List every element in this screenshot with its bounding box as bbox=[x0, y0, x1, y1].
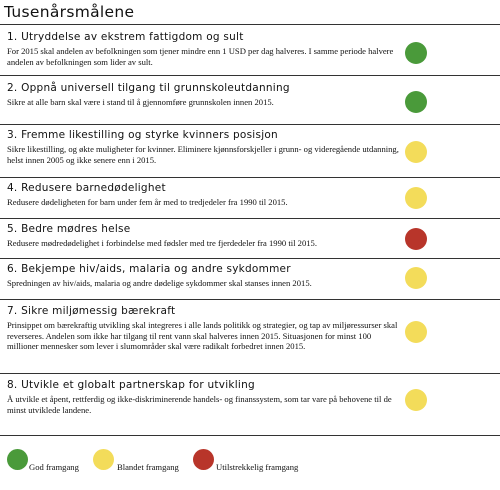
goal-title: 6. Bekjempe hiv/aids, malaria og andre sykdommer bbox=[7, 263, 291, 275]
goal-title: 2. Oppnå universell tilgang til grunnskoleutdanning bbox=[7, 82, 290, 94]
goal-description: Å utvikle et åpent, rettferdig og ikke-diskriminerende handels- og finanssystem, som tar vare på behovene til de minst utviklede landene. bbox=[7, 394, 392, 415]
insufficient-progress-icon bbox=[193, 449, 214, 470]
goal-description: Spredningen av hiv/aids, malaria og andre dødelige sykdommer skal stanses innen 2015. bbox=[7, 278, 312, 288]
status-indicator-icon bbox=[405, 228, 427, 250]
page-title: Tusenårsmålene bbox=[4, 3, 135, 21]
goal-description: Redusere mødredødelighet i forbindelse med fødsler med tre fjerdedeler fra 1990 til 2015. bbox=[7, 238, 317, 248]
goal-item bbox=[7, 379, 399, 415]
divider bbox=[0, 435, 500, 436]
goal-item bbox=[7, 182, 399, 208]
status-indicator-icon bbox=[405, 321, 427, 343]
goal-item bbox=[7, 31, 399, 67]
goal-item bbox=[7, 82, 399, 108]
status-indicator-icon bbox=[405, 187, 427, 209]
divider bbox=[0, 373, 500, 374]
goal-description: Prinsippet om bærekraftig utvikling skal integreres i alle lands politikk og strategier, og tap av miljøressurser skal reverseres. Andelen som ikke har tilgang til rent vann skal halveres innen 2015. Situasjonen for minst 100 millioner mennesker som lever i slumområder skal være radikalt forbedret innen 2015. bbox=[7, 320, 398, 352]
good-progress-icon bbox=[7, 449, 28, 470]
goal-title: 3. Fremme likestilling og styrke kvinners posisjon bbox=[7, 129, 278, 141]
goal-title: 8. Utvikle et globalt partnerskap for utvikling bbox=[7, 379, 255, 391]
goal-title: 7. Sikre miljømessig bærekraft bbox=[7, 305, 176, 317]
goal-description: For 2015 skal andelen av befolkningen som tjener mindre enn 1 USD per dag halveres. I samme periode halvere andelen av befolkningen som lider av sult. bbox=[7, 46, 394, 67]
divider bbox=[0, 124, 500, 125]
divider bbox=[0, 258, 500, 259]
status-indicator-icon bbox=[405, 141, 427, 163]
goal-description: Redusere dødeligheten for barn under fem år med to tredjedeler fra 1990 til 2015. bbox=[7, 197, 288, 207]
legend-label: Utilstrekkelig framgang bbox=[216, 462, 299, 472]
divider bbox=[0, 299, 500, 300]
goal-description: Sikre likestilling, og økte muligheter for kvinner. Eliminere kjønnsforskjeller i grunn- og videregående utdanning, helst innen 2005 og ikke senere enn i 2015. bbox=[7, 144, 399, 165]
goal-title: 5. Bedre mødres helse bbox=[7, 223, 131, 235]
goal-title: 1. Utryddelse av ekstrem fattigdom og sult bbox=[7, 31, 244, 43]
legend-label: God framgang bbox=[29, 462, 79, 472]
divider bbox=[0, 177, 500, 178]
status-indicator-icon bbox=[405, 267, 427, 289]
goal-item bbox=[7, 223, 399, 249]
goal-title: 4. Redusere barnedødelighet bbox=[7, 182, 166, 194]
status-indicator-icon bbox=[405, 389, 427, 411]
goal-item bbox=[7, 263, 399, 289]
legend-label: Blandet framgang bbox=[117, 462, 179, 472]
divider bbox=[0, 75, 500, 76]
goal-item bbox=[7, 305, 399, 352]
status-indicator-icon bbox=[405, 91, 427, 113]
divider bbox=[0, 24, 500, 25]
divider bbox=[0, 218, 500, 219]
goal-description: Sikre at alle barn skal være i stand til å gjennomføre grunnskolen innen 2015. bbox=[7, 97, 274, 107]
goal-item bbox=[7, 129, 399, 165]
mixed-progress-icon bbox=[93, 449, 114, 470]
status-indicator-icon bbox=[405, 42, 427, 64]
